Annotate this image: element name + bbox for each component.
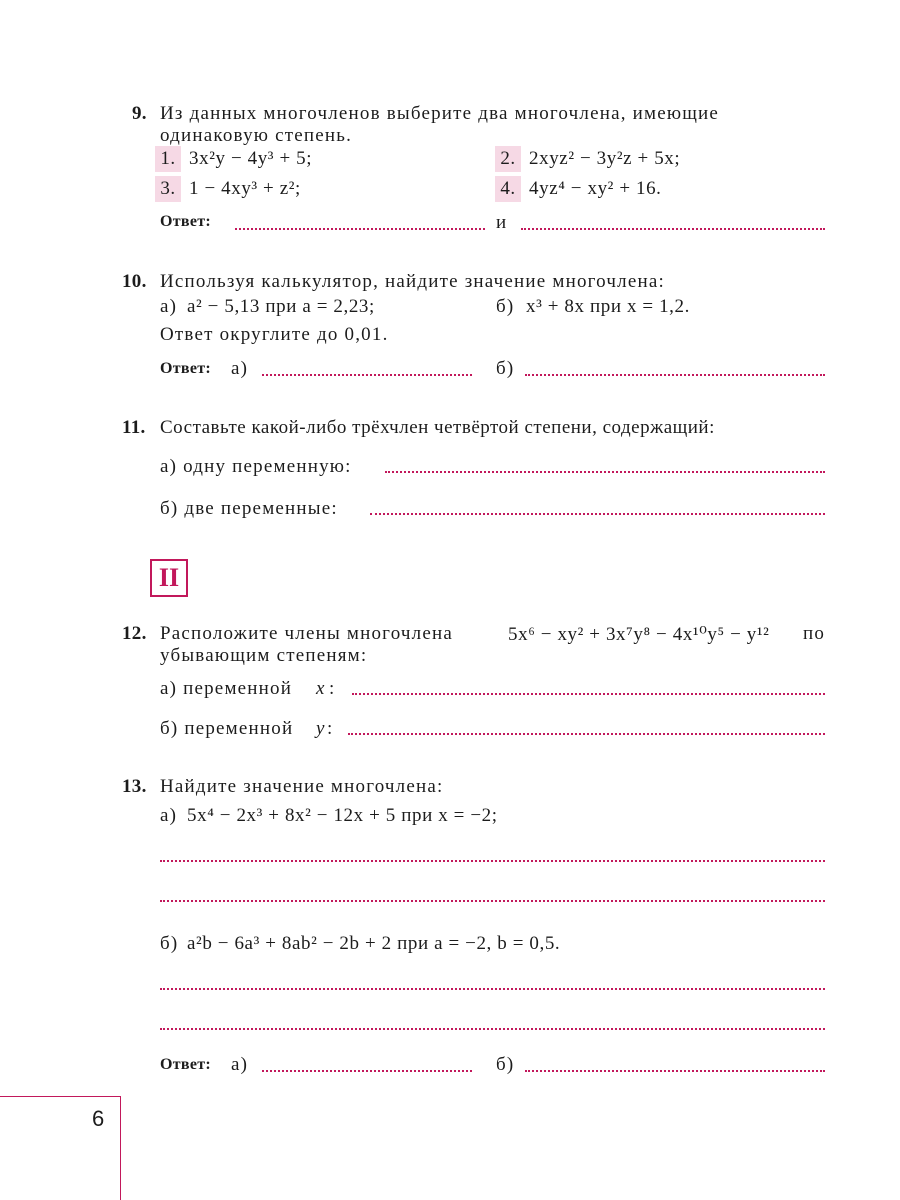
task9-option1-number: 1. bbox=[155, 146, 181, 172]
task11-part-a: а) одну переменную: bbox=[160, 456, 352, 477]
task12-part-b-colon: : bbox=[327, 718, 334, 739]
task13-answer-b-label: б) bbox=[496, 1054, 515, 1075]
task12-text-line2: убывающим степеням: bbox=[160, 645, 368, 666]
task13-answer-b-field[interactable] bbox=[525, 1070, 825, 1072]
task10-part-b: x³ + 8x при x = 1,2. bbox=[526, 296, 690, 317]
task9-option3-number: 3. bbox=[155, 176, 181, 202]
task10-text: Используя калькулятор, найдите значение многочлена: bbox=[160, 271, 665, 292]
task13-text: Найдите значение многочлена: bbox=[160, 776, 444, 797]
task10-answer-b-field[interactable] bbox=[525, 374, 825, 376]
task13-part-b-prefix: б) bbox=[160, 933, 179, 954]
task11-part-b: б) две переменные: bbox=[160, 498, 338, 519]
page-corner-rule-horizontal bbox=[0, 1096, 120, 1097]
task9-text-line1: Из данных многочленов выберите два многочлена, имеющие bbox=[160, 103, 720, 124]
task12-part-b-prefix: б) переменной bbox=[160, 718, 294, 739]
task13-answer-a-label: а) bbox=[231, 1054, 249, 1075]
task12-part-a-field[interactable] bbox=[352, 693, 825, 695]
task9-answer2-field[interactable] bbox=[521, 228, 825, 230]
task12-polynomial: 5x⁶ − xy² + 3x⁷y⁸ − 4x¹⁰y⁵ − y¹² bbox=[508, 624, 770, 645]
task12-number: 12. bbox=[122, 623, 147, 644]
page-corner-rule-vertical bbox=[120, 1096, 121, 1200]
task9-option2-number: 2. bbox=[495, 146, 521, 172]
task9-and-word: и bbox=[496, 212, 508, 233]
task10-answer-a-label: а) bbox=[231, 358, 249, 379]
task11-number: 11. bbox=[122, 417, 146, 438]
task9-option4-expr: 4yz⁴ − xy² + 16. bbox=[529, 178, 662, 199]
task11-part-a-field[interactable] bbox=[385, 471, 825, 473]
task9-text-line2: одинаковую степень. bbox=[160, 125, 353, 146]
task10-part-b-prefix: б) bbox=[496, 296, 515, 317]
task10-answer-b-label: б) bbox=[496, 358, 515, 379]
task10-answer-a-field[interactable] bbox=[262, 374, 472, 376]
task10-number: 10. bbox=[122, 271, 147, 292]
task9-option3-expr: 1 − 4xy³ + z²; bbox=[189, 178, 301, 199]
page-number: 6 bbox=[92, 1106, 105, 1131]
task12-part-a-prefix: а) переменной bbox=[160, 678, 293, 699]
task12-text-prefix: Расположите члены многочлена bbox=[160, 623, 453, 644]
task12-part-a-colon: : bbox=[329, 678, 336, 699]
task10-part-a: a² − 5,13 при a = 2,23; bbox=[187, 296, 375, 317]
task12-text-suffix: по bbox=[803, 623, 826, 644]
task9-answer-label: Ответ: bbox=[160, 213, 212, 230]
task13-part-a-prefix: а) bbox=[160, 805, 178, 826]
task9-option4-number: 4. bbox=[495, 176, 521, 202]
task13-part-b-work-line2[interactable] bbox=[160, 1028, 825, 1030]
task9-option1-expr: 3x²y − 4y³ + 5; bbox=[189, 148, 313, 169]
task10-round-note: Ответ округлите до 0,01. bbox=[160, 324, 389, 345]
task13-part-a-work-line2[interactable] bbox=[160, 900, 825, 902]
task12-part-b-field[interactable] bbox=[348, 733, 825, 735]
task12-part-a-var: x bbox=[316, 678, 326, 699]
task13-answer-label: Ответ: bbox=[160, 1056, 212, 1073]
task13-part-b-work-line1[interactable] bbox=[160, 988, 825, 990]
task11-text: Составьте какой-либо трёхчлен четвёртой степени, содержащий: bbox=[160, 417, 715, 438]
task10-answer-label: Ответ: bbox=[160, 360, 212, 377]
task9-option2-expr: 2xyz² − 3y²z + 5x; bbox=[529, 148, 681, 169]
section-badge: II bbox=[150, 559, 188, 597]
task13-number: 13. bbox=[122, 776, 147, 797]
task13-part-b: a²b − 6a³ + 8ab² − 2b + 2 при a = −2, b = 0,5. bbox=[187, 933, 561, 954]
task12-part-b-var: y bbox=[316, 718, 326, 739]
task13-part-a: 5x⁴ − 2x³ + 8x² − 12x + 5 при x = −2; bbox=[187, 805, 498, 826]
task9-answer1-field[interactable] bbox=[235, 228, 485, 230]
task11-part-b-field[interactable] bbox=[370, 513, 825, 515]
task10-part-a-prefix: а) bbox=[160, 296, 178, 317]
task9-number: 9. bbox=[132, 103, 147, 124]
task13-answer-a-field[interactable] bbox=[262, 1070, 472, 1072]
task13-part-a-work-line1[interactable] bbox=[160, 860, 825, 862]
